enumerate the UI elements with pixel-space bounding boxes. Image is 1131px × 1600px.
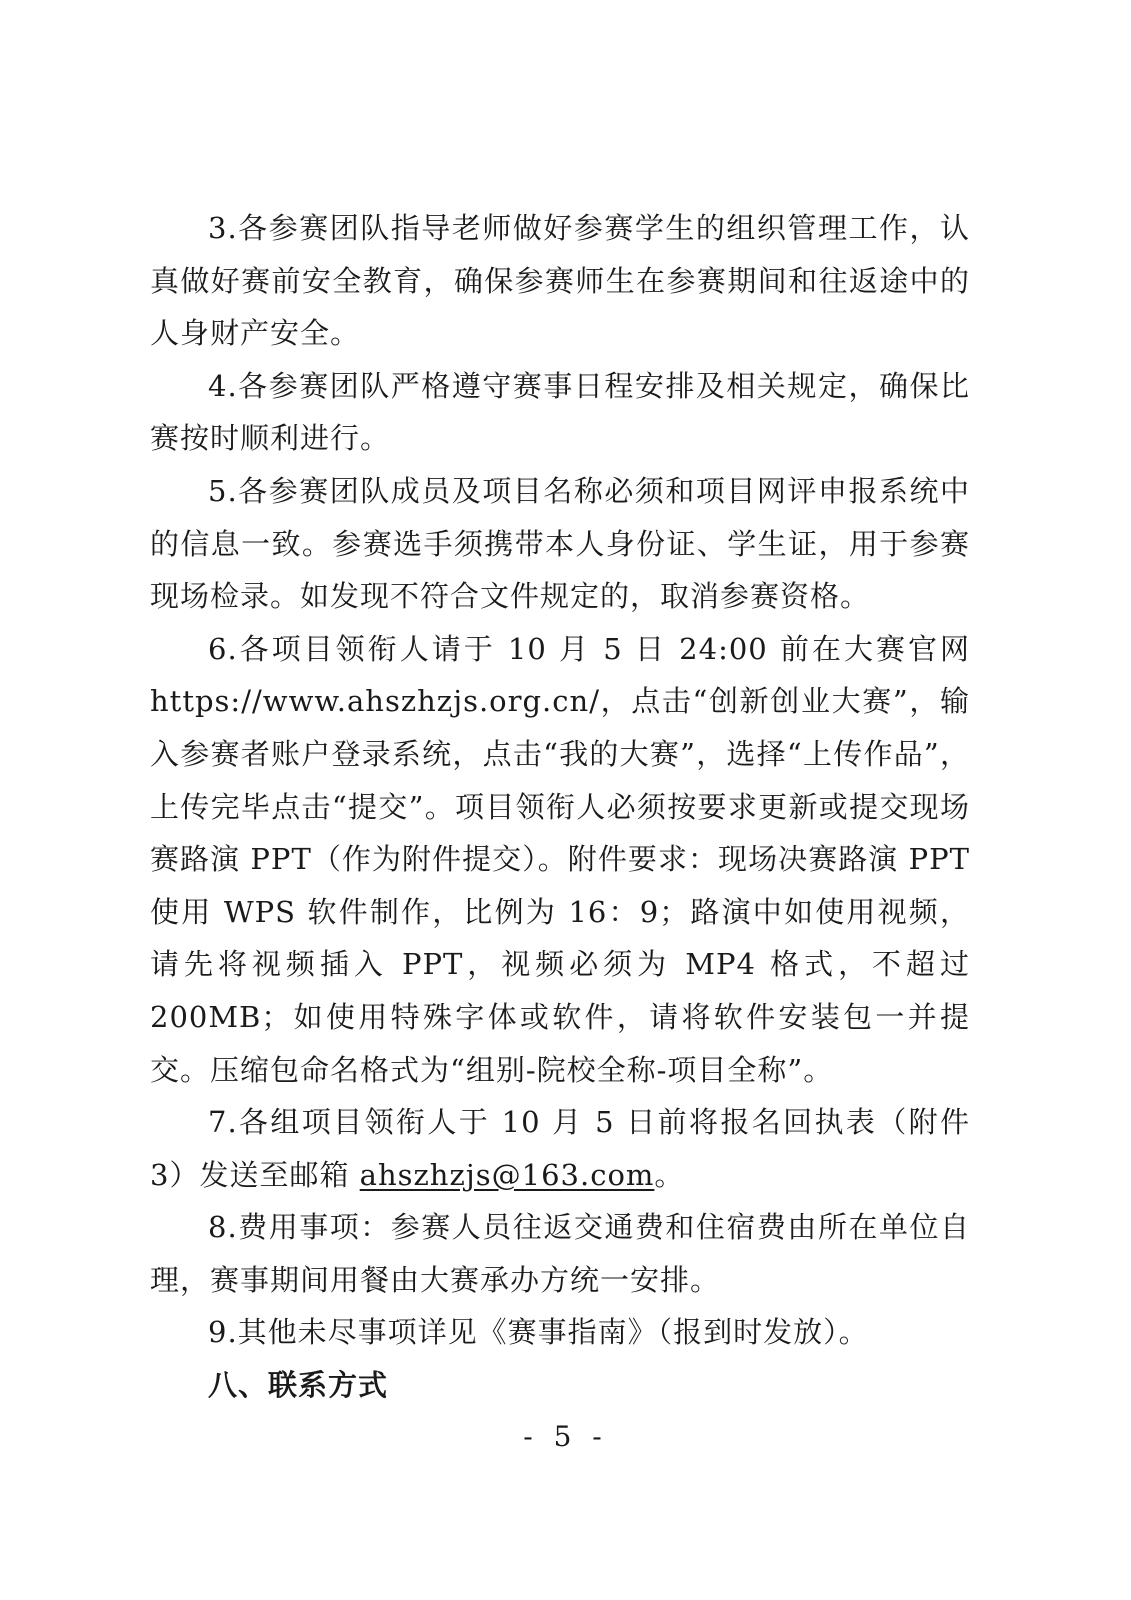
paragraph-item-8: 8.费用事项：参赛人员往返交通费和住宿费由所在单位自理，赛事期间用餐由大赛承办方统一安排。 <box>150 1210 970 1297</box>
email-link[interactable]: ahszhzjs@163.com <box>359 1157 655 1192</box>
paragraph-item-3: 3.各参赛团队指导老师做好参赛学生的组织管理工作，认真做好赛前安全教育，确保参赛师生在参赛期间和往返途中的人身财产安全。 <box>150 211 970 351</box>
paragraph-item-6: 6.各项目领衔人请于 10 月 5 日 24:00 前在大赛官网 https://www.ahszhzjs.org.cn/，点击“创新创业大赛”，输入参赛者账户登录系统，点击“我的大赛”，选择“上传作品”，上传完毕点击“提交”。项目领衔人必须按要求更新或提交现场赛路演 PPT（作为附件提交）。附件要求：现场决赛路演 PPT 使用 WPS 软件制作，比例为 16：9；路演中如使用视频，请先将视频插入 PPT，视频必须为 MP4 格式，不超过 200MB；如使用特殊字体或软件，请将软件安装包一并提交。压缩包命名格式为“组别-院校全称-项目全称”。 <box>150 631 970 1087</box>
paragraph-item-4: 4.各参赛团队严格遵守赛事日程安排及相关规定，确保比赛按时顺利进行。 <box>150 368 970 456</box>
section-heading-contact: 八、联系方式 <box>208 1368 389 1403</box>
paragraph-item-7 <box>150 1096 970 1201</box>
paragraph-item-5: 5.各参赛团队成员及项目名称必须和项目网评申报系统中的信息一致。参赛选手须携带本人身份证、学生证，用于参赛现场检录。如发现不符合文件规定的，取消参赛资格。 <box>150 473 970 614</box>
document-body <box>150 202 970 1412</box>
item-7-suffix: 。 <box>654 1157 685 1192</box>
paragraph-item-9: 9.其他未尽事项详见《赛事指南》（报到时发放）。 <box>208 1315 869 1350</box>
page-number: - 5 - <box>523 1420 608 1453</box>
item-7-text: 7.各组项目领衔人于 10 月 5 日前将报名回执表（附件 3）发送至邮箱 <box>150 1105 970 1192</box>
